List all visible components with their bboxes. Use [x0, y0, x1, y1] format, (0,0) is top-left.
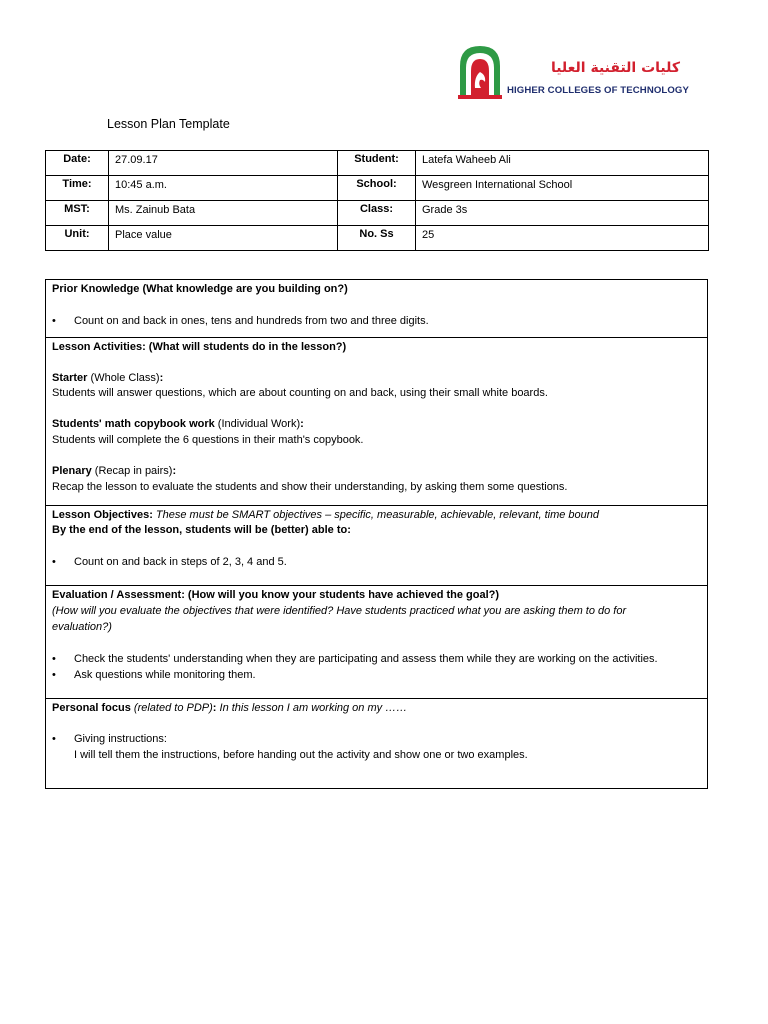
mst-value: Ms. Zainub Bata	[109, 201, 338, 226]
prior-knowledge-section	[46, 280, 707, 338]
evaluation-section	[46, 586, 707, 699]
evaluation-heading: Evaluation / Assessment: (How will you know your students have achieved the goal?)	[52, 589, 500, 601]
prior-knowledge-item: Count on and back in ones, tens and hundreds from two and three digits.	[74, 315, 429, 327]
evaluation-note-line-1: (How will you evaluate the objectives that were identified? Have students practiced what you are asking them to do for	[52, 605, 627, 617]
personal-focus-item-text: I will tell them the instructions, before handing out the activity and show one or two examples.	[74, 749, 528, 761]
personal-focus-item: Giving instructions:	[74, 733, 167, 745]
time-label: Time:	[46, 176, 109, 201]
plenary-heading: Plenary (Recap in pairs):	[52, 465, 177, 477]
copybook-heading: Students' math copybook work (Individual Work):	[52, 418, 304, 430]
student-value: Latefa Waheeb Ali	[416, 151, 709, 176]
time-value: 10:45 a.m.	[109, 176, 338, 201]
student-label: Student:	[338, 151, 416, 176]
logo-english-text: HIGHER COLLEGES OF TECHNOLOGY	[507, 85, 689, 96]
bullet-icon: •	[52, 315, 56, 327]
lesson-objectives-section	[46, 506, 707, 586]
plenary-text: Recap the lesson to evaluate the students and show their understanding, by asking them some questions.	[52, 481, 568, 493]
lesson-info-table	[45, 150, 709, 251]
logo-arabic-text: كليات التقنية العليا	[550, 60, 680, 76]
evaluation-item: Ask questions while monitoring them.	[74, 669, 256, 681]
bullet-icon: •	[52, 669, 56, 681]
bullet-icon: •	[52, 653, 56, 665]
lesson-plan-box	[45, 279, 708, 789]
unit-label: Unit:	[46, 226, 109, 251]
lesson-activities-heading: Lesson Activities: (What will students do in the lesson?)	[52, 341, 347, 353]
table-row	[46, 176, 709, 201]
unit-value: Place value	[109, 226, 338, 251]
date-value: 27.09.17	[109, 151, 338, 176]
prior-knowledge-heading: Prior Knowledge (What knowledge are you building on?)	[52, 283, 348, 295]
bullet-icon: •	[52, 733, 56, 745]
personal-focus-section	[46, 699, 707, 788]
evaluation-note-line-2: evaluation?)	[52, 621, 112, 633]
starter-heading: Starter (Whole Class):	[52, 372, 164, 384]
bullet-icon: •	[52, 556, 56, 568]
school-value: Wesgreen International School	[416, 176, 709, 201]
starter-text: Students will answer questions, which are about counting on and back, using their small white boards.	[52, 387, 548, 399]
class-value: Grade 3s	[416, 201, 709, 226]
personal-focus-heading: Personal focus (related to PDP): In this lesson I am working on my ……	[52, 702, 408, 714]
table-row	[46, 201, 709, 226]
objective-item: Count on and back in steps of 2, 3, 4 and 5.	[74, 556, 287, 568]
lesson-objectives-heading: Lesson Objectives: These must be SMART objectives – specific, measurable, achievable, relevant, time bound	[52, 509, 600, 521]
copybook-text: Students will complete the 6 questions in their math's copybook.	[52, 434, 364, 446]
table-row	[46, 226, 709, 251]
students-count-value: 25	[416, 226, 709, 251]
class-label: Class:	[338, 201, 416, 226]
date-label: Date:	[46, 151, 109, 176]
school-label: School:	[338, 176, 416, 201]
evaluation-item: Check the students' understanding when they are participating and assess them while they are working on the activities.	[74, 653, 658, 665]
page-title: Lesson Plan Template	[107, 117, 230, 131]
table-row	[46, 151, 709, 176]
lesson-objectives-subheading: By the end of the lesson, students will be (better) able to:	[52, 524, 351, 536]
students-count-label: No. Ss	[338, 226, 416, 251]
lesson-activities-section	[46, 338, 707, 506]
mst-label: MST:	[46, 201, 109, 226]
